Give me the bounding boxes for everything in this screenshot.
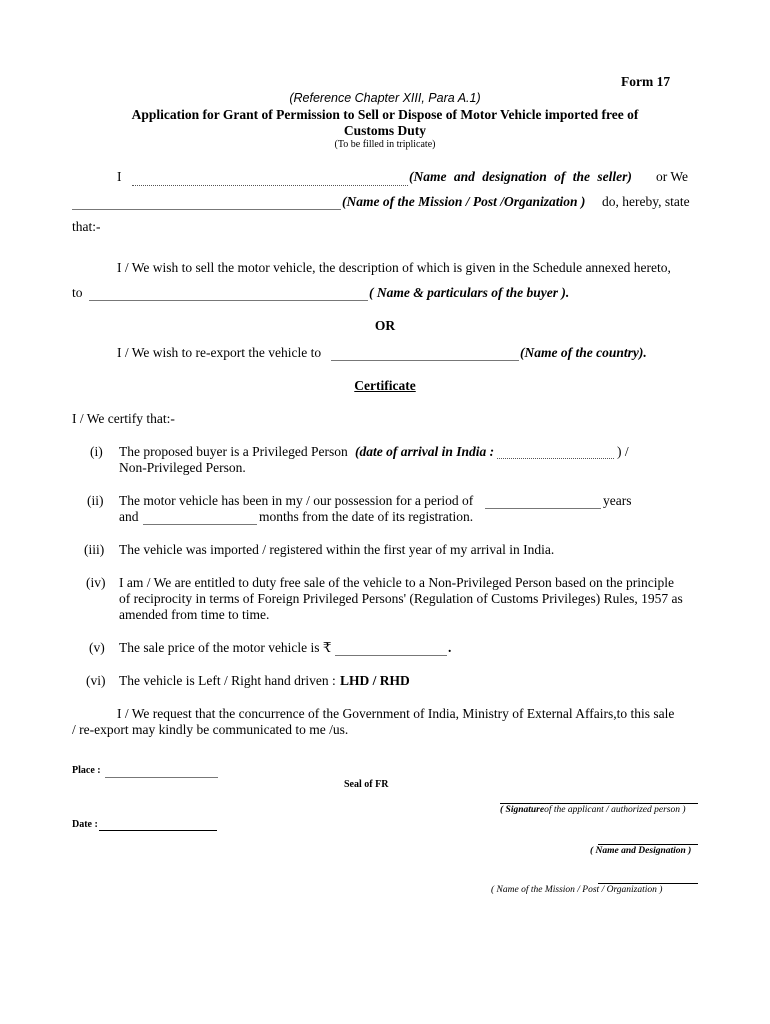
item-iv-line3: amended from time to time.: [119, 607, 270, 622]
item-vi-text: The vehicle is Left / Right hand driven :: [119, 673, 336, 688]
item-iv-line1: I am / We are entitled to duty free sale of the vehicle to a Non-Privileged Person based on the principle: [119, 575, 674, 590]
do-hereby-text: do, hereby, state: [602, 194, 690, 209]
mission-label: (Name of the Mission / Post /Organization ): [342, 194, 586, 209]
signature-caption: [500, 805, 686, 815]
item-ii-months: months from the date of its registration.: [259, 509, 474, 524]
arrival-date-field[interactable]: [497, 457, 614, 459]
seller-label: (Name and designation of the seller): [409, 169, 632, 184]
seal-label: Seal of FR: [344, 779, 389, 790]
reference-line: (Reference Chapter XIII, Para A.1): [289, 91, 481, 105]
place-label: Place :: [72, 765, 101, 776]
form-number: Form 17: [621, 74, 671, 89]
form-title-line-1: Application for Grant of Permission to Sell or Dispose of Motor Vehicle imported free of: [131, 107, 639, 122]
item-iv-number: (iv): [86, 575, 106, 590]
item-ii-number: (ii): [87, 493, 104, 508]
mission-name-field[interactable]: [72, 208, 341, 210]
date-field[interactable]: [99, 829, 217, 831]
item-ii-and: and: [119, 509, 139, 524]
item-v-text: The sale price of the motor vehicle is ₹: [119, 640, 332, 655]
item-i-close: ) /: [617, 444, 629, 459]
form-title-line-2: Customs Duty: [343, 123, 427, 138]
buyer-label: ( Name & particulars of the buyer ).: [369, 285, 570, 300]
item-i-arrival-label: (date of arrival in India :: [355, 444, 495, 459]
date-label: Date :: [72, 819, 98, 830]
signature-caption-rest: of the applicant / authorized person ): [544, 805, 686, 815]
item-iii-text: The vehicle was imported / registered within the first year of my arrival in India.: [119, 542, 555, 557]
mission-signature-line[interactable]: [598, 882, 698, 884]
item-v-number: (v): [89, 640, 105, 655]
item-vi-number: (vi): [86, 673, 106, 688]
country-label: (Name of the country).: [520, 345, 647, 360]
place-field[interactable]: [105, 776, 218, 778]
country-field[interactable]: [331, 359, 519, 361]
reexport-text: I / We wish to re-export the vehicle to: [117, 345, 322, 360]
sell-text: I / We wish to sell the motor vehicle, the description of which is given in the Schedule annexed hereto,: [117, 260, 671, 275]
item-i-line2: Non-Privileged Person.: [119, 460, 246, 475]
drive-side-options[interactable]: LHD / RHD: [340, 673, 410, 688]
or-we-text: or We: [656, 169, 689, 184]
buyer-field[interactable]: [89, 299, 368, 301]
signature-line[interactable]: [500, 802, 698, 804]
item-ii-years: years: [603, 493, 632, 508]
item-i-text: The proposed buyer is a Privileged Person: [119, 444, 348, 459]
name-designation-line[interactable]: [598, 843, 698, 845]
sell-to: to: [72, 285, 83, 300]
intro-i: I: [117, 169, 122, 184]
item-iv-line2: of reciprocity in terms of Foreign Privileged Persons' (Regulation of Customs Privileges) Rules, 1957 as: [119, 591, 683, 606]
sale-price-field[interactable]: [335, 654, 447, 656]
name-designation-caption: ( Name and Designation ): [590, 846, 692, 856]
months-field[interactable]: [143, 523, 257, 525]
request-line-1: I / We request that the concurrence of the Government of India, Ministry of External Affairs,to this sale: [117, 706, 675, 721]
mission-caption: ( Name of the Mission / Post / Organization ): [491, 885, 663, 895]
item-iii-number: (iii): [84, 542, 105, 557]
item-ii-text: The motor vehicle has been in my / our possession for a period of: [119, 493, 474, 508]
request-line-2: / re-export may kindly be communicated to me /us.: [72, 722, 349, 737]
signature-caption-bold: ( Signature: [500, 805, 545, 815]
seller-name-field[interactable]: [132, 184, 408, 186]
triplicate-note: (To be filled in triplicate): [334, 139, 436, 150]
item-i-number: (i): [90, 444, 103, 459]
item-v-end: .: [448, 640, 452, 655]
years-field[interactable]: [485, 507, 601, 509]
certify-intro: I / We certify that:-: [72, 411, 175, 426]
or-separator: OR: [374, 318, 396, 333]
that-text: that:-: [72, 219, 101, 234]
certificate-heading: Certificate: [354, 378, 416, 393]
